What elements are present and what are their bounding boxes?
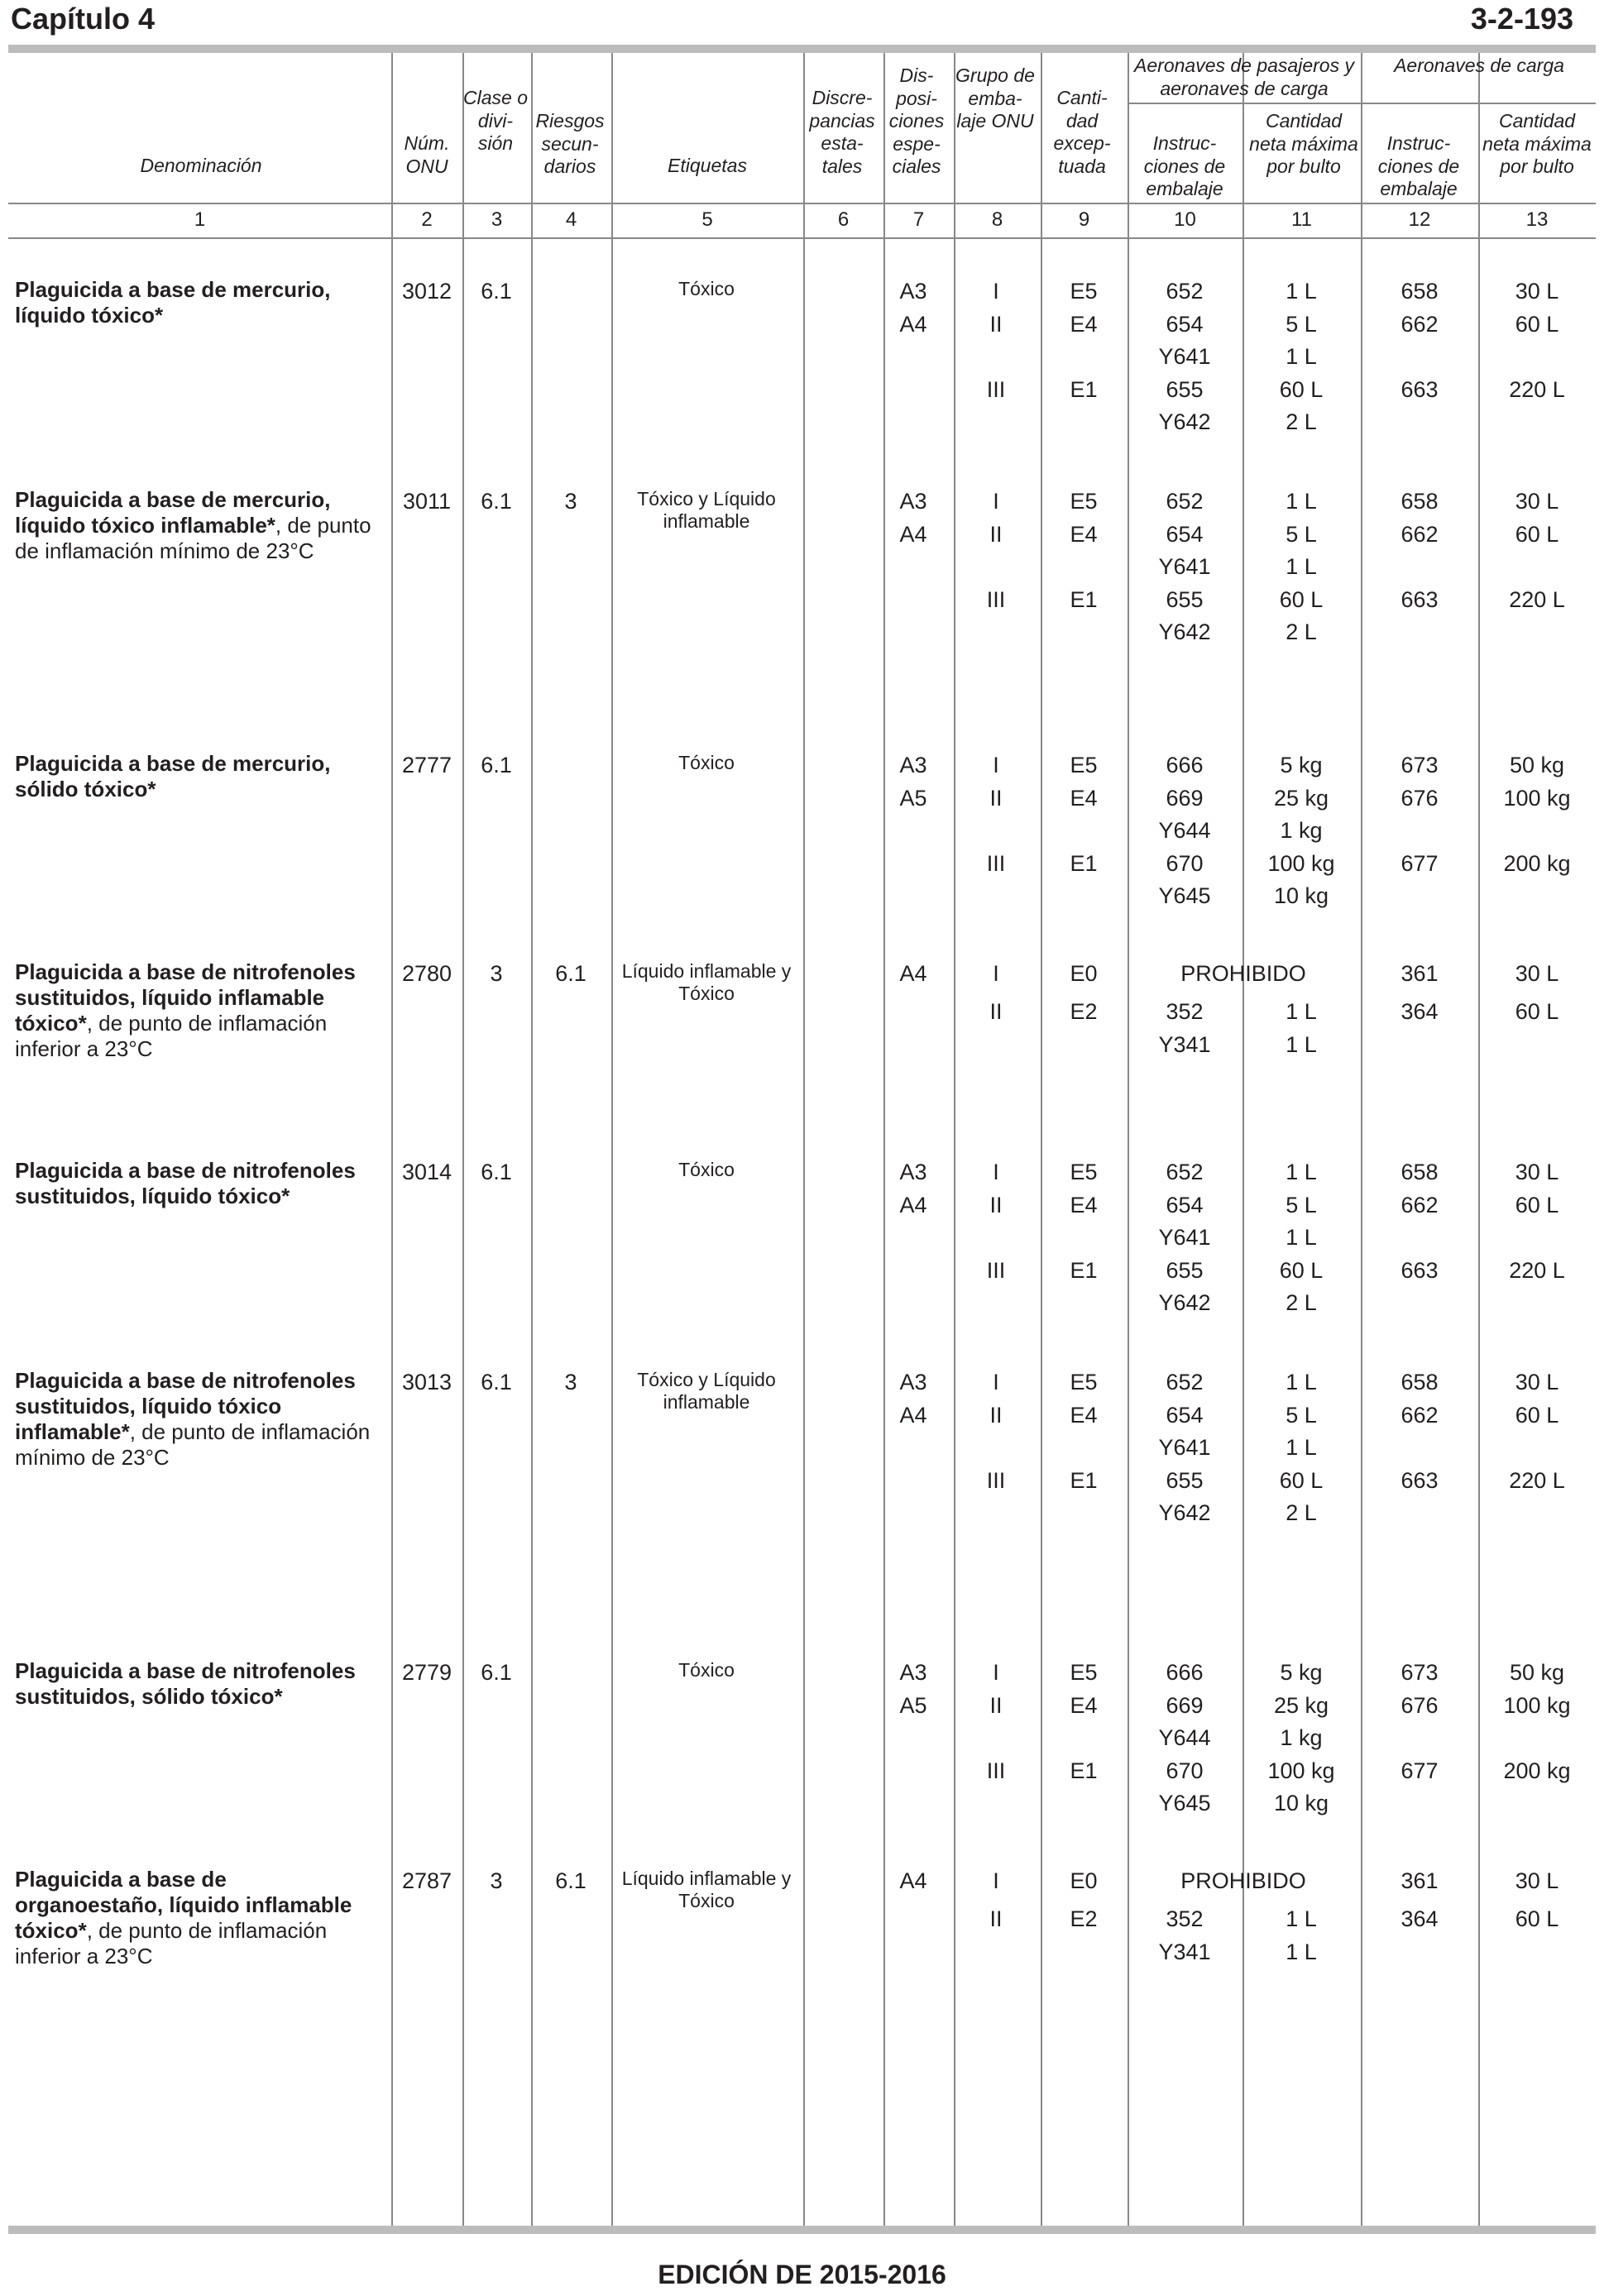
passenger-max-quantity: 2 L [1286,1500,1317,1525]
class-division: 3 [490,1868,503,1893]
cargo-packing-instruction: 361 [1401,961,1439,986]
header-disposiciones: Dis- posi- ciones espe- ciales [888,65,945,177]
excepted-quantity: E5 [1070,489,1098,514]
excepted-quantity: E5 [1070,1370,1098,1394]
column-number: 2 [421,208,433,231]
column-number: 5 [701,208,713,231]
cargo-packing-instruction: 662 [1401,1192,1439,1217]
passenger-max-quantity: 2 L [1286,619,1317,644]
page-header-number: 3-2-193 [1470,2,1573,36]
passenger-max-quantity: 25 kg [1273,1692,1329,1718]
passenger-max-quantity: 2 L [1286,1290,1317,1315]
passenger-max-quantity: 60 L [1279,376,1324,402]
passenger-max-quantity: 1 kg [1280,818,1323,843]
column-number: 7 [912,208,925,231]
cargo-packing-instruction: 673 [1401,753,1439,777]
excepted-quantity: E4 [1070,311,1098,337]
column-divider [531,53,533,2226]
passenger-packing-instruction: Y641 [1158,344,1211,369]
passenger-max-quantity: 100 kg [1267,850,1335,876]
column-number: 10 [1174,208,1196,231]
header-discrepancias: Discre- pancias esta- tales [809,87,875,177]
packing-group: III [986,850,1006,876]
passenger-max-quantity: 5 L [1286,311,1317,337]
passenger-max-quantity: 10 kg [1273,883,1329,908]
cargo-max-quantity: 30 L [1515,1370,1559,1394]
header-group-pasajeros: Aeronaves de pasajeros y aeronaves de carga [1134,55,1354,99]
forbidden-text: PROHIBIDO [1180,1868,1306,1893]
class-division: 6.1 [481,279,512,304]
cargo-packing-instruction: 677 [1401,850,1439,876]
cargo-packing-instruction: 677 [1401,1758,1439,1783]
excepted-quantity: E5 [1070,1160,1098,1184]
cargo-max-quantity: 30 L [1515,489,1559,514]
un-number: 3011 [402,489,452,514]
passenger-packing-instruction: 654 [1166,1402,1204,1428]
passenger-max-quantity: 1 L [1286,1435,1317,1460]
cargo-max-quantity: 220 L [1509,1467,1565,1493]
excepted-quantity: E1 [1070,1467,1098,1493]
column-divider [391,53,393,2226]
cargo-packing-instruction: 662 [1401,311,1439,337]
entry-name: Plaguicida a base de mercurio, líquido tóxico inflamable*, de punto de inflamación mínimo de 23°C [15,487,371,563]
cargo-packing-instruction: 658 [1401,1160,1439,1184]
passenger-packing-instruction: Y641 [1158,554,1211,579]
header-cantidad-carga: Cantidad neta máxima por bulto [1482,110,1592,177]
class-division: 6.1 [481,1660,512,1685]
label-text: Tóxico [678,278,735,299]
packing-group: I [993,1370,999,1394]
subsidiary-risk: 6.1 [555,1868,587,1893]
passenger-packing-instruction: 352 [1166,999,1204,1024]
excepted-quantity: E4 [1070,785,1098,811]
column-divider [1478,53,1480,2226]
cargo-packing-instruction: 676 [1401,785,1439,811]
packing-group: I [993,961,999,986]
cargo-packing-instruction: 673 [1401,1660,1439,1685]
cargo-packing-instruction: 663 [1401,586,1439,612]
cargo-max-quantity: 60 L [1515,311,1559,337]
special-provision: A4 [899,1868,927,1893]
packing-group: II [989,311,1003,337]
column-divider [1041,53,1042,2226]
cargo-packing-instruction: 662 [1401,1402,1439,1428]
group-header-rule [1128,103,1596,104]
passenger-packing-instruction: 666 [1166,753,1204,777]
cargo-max-quantity: 200 kg [1503,1758,1571,1783]
packing-group: III [986,376,1006,402]
top-rule [8,45,1596,53]
cargo-packing-instruction: 662 [1401,521,1439,547]
packing-group: III [986,586,1006,612]
passenger-packing-instruction: 669 [1166,785,1204,811]
special-provision: A4 [899,961,927,986]
un-number: 2779 [401,1660,452,1685]
passenger-max-quantity: 60 L [1279,586,1324,612]
packing-group: II [989,521,1003,547]
column-divider [1243,53,1244,2226]
packing-group: I [993,1660,999,1685]
cargo-max-quantity: 60 L [1515,1906,1559,1931]
passenger-max-quantity: 5 kg [1280,1660,1323,1685]
passenger-packing-instruction: 655 [1166,1467,1204,1493]
passenger-packing-instruction: 669 [1166,1692,1204,1718]
passenger-max-quantity: 1 L [1286,1225,1317,1250]
passenger-packing-instruction: Y645 [1158,883,1211,908]
cargo-max-quantity: 30 L [1515,1868,1559,1893]
passenger-max-quantity: 1 L [1286,344,1317,369]
excepted-quantity: E1 [1070,850,1098,876]
passenger-packing-instruction: 666 [1166,1660,1204,1685]
excepted-quantity: E2 [1070,999,1098,1024]
header-group-carga: Aeronaves de carga [1394,55,1564,76]
subsidiary-risk: 3 [564,489,577,514]
un-number: 2777 [401,753,452,777]
passenger-max-quantity: 60 L [1279,1467,1324,1493]
column-number: 8 [991,208,1003,231]
header-cantidad-pasajeros: Cantidad neta máxima por bulto [1249,110,1358,177]
column-divider [1128,53,1129,2226]
header-num-onu: Núm. ONU [404,132,450,177]
label-text: Tóxico [678,1659,735,1681]
passenger-max-quantity: 5 kg [1280,753,1323,777]
excepted-quantity: E1 [1070,586,1098,612]
excepted-quantity: E1 [1070,1758,1098,1783]
packing-group: I [993,1868,999,1893]
passenger-packing-instruction: Y341 [1158,1939,1211,1964]
page-footer-edition: EDICIÓN DE 2015-2016 [658,2260,946,2289]
header-etiquetas: Etiquetas [668,155,747,176]
special-provision: A4 [899,311,927,337]
packing-group: II [989,1692,1003,1718]
passenger-max-quantity: 1 L [1286,1031,1317,1057]
passenger-max-quantity: 1 L [1286,999,1317,1024]
label-text: Tóxico y Líquido inflamable [637,1369,776,1413]
excepted-quantity: E4 [1070,521,1098,547]
passenger-max-quantity: 1 L [1286,1370,1317,1394]
entry-name: Plaguicida a base de nitrofenoles sustituidos, líquido tóxico* [15,1158,356,1208]
cargo-max-quantity: 220 L [1509,586,1565,612]
packing-group: II [989,1906,1003,1931]
entry-name: Plaguicida a base de organoestaño, líquido inflamable tóxico*, de punto de inflamación inferior a 23°C [15,1867,352,1968]
cargo-packing-instruction: 658 [1401,1370,1439,1394]
passenger-max-quantity: 1 L [1286,554,1317,579]
column-number: 6 [837,208,850,231]
passenger-packing-instruction: 652 [1166,1160,1204,1184]
column-number: 13 [1525,208,1549,231]
column-number-rule [8,237,1596,239]
passenger-packing-instruction: Y644 [1158,818,1211,843]
column-divider [954,53,955,2226]
passenger-packing-instruction: 652 [1166,279,1204,304]
cargo-max-quantity: 30 L [1515,961,1559,986]
packing-group: II [989,1192,1003,1217]
excepted-quantity: E0 [1070,961,1098,986]
passenger-packing-instruction: 655 [1166,586,1204,612]
header-instrucciones-pasajeros: Instruc- ciones de embalaje [1143,132,1226,199]
special-provision: A3 [899,1160,927,1184]
packing-group: III [986,1257,1006,1283]
passenger-max-quantity: 2 L [1286,409,1317,434]
passenger-max-quantity: 100 kg [1267,1758,1335,1783]
column-number: 4 [565,208,577,231]
page-header-chapter: Capítulo 4 [11,2,156,36]
label-text: Tóxico y Líquido inflamable [637,488,776,532]
class-division: 6.1 [481,489,512,514]
excepted-quantity: E1 [1070,376,1098,402]
un-number: 2787 [401,1868,452,1893]
column-divider [883,53,885,2226]
forbidden-text: PROHIBIDO [1180,961,1306,986]
cargo-max-quantity: 50 kg [1509,753,1565,777]
cargo-max-quantity: 200 kg [1503,850,1571,876]
cargo-packing-instruction: 361 [1401,1868,1439,1893]
special-provision: A3 [899,279,927,304]
passenger-max-quantity: 60 L [1279,1257,1324,1283]
column-number: 3 [491,208,503,231]
passenger-packing-instruction: 655 [1166,376,1204,402]
passenger-packing-instruction: 670 [1166,850,1204,876]
column-number: 9 [1078,208,1090,231]
special-provision: A3 [899,1370,927,1394]
special-provision: A5 [899,1692,927,1718]
special-provision: A4 [899,1402,927,1428]
special-provision: A4 [899,1192,927,1217]
passenger-packing-instruction: Y642 [1158,409,1211,434]
special-provision: A3 [899,753,927,777]
class-division: 3 [490,961,503,986]
passenger-packing-instruction: 654 [1166,1192,1204,1217]
passenger-max-quantity: 5 L [1286,1402,1317,1428]
passenger-packing-instruction: Y341 [1158,1031,1211,1057]
passenger-packing-instruction: Y641 [1158,1435,1211,1460]
cargo-max-quantity: 220 L [1509,1257,1565,1283]
packing-group: II [989,785,1003,811]
cargo-max-quantity: 100 kg [1503,785,1571,811]
excepted-quantity: E4 [1070,1692,1098,1718]
packing-group: I [993,753,999,777]
column-divider [462,53,464,2226]
passenger-packing-instruction: 654 [1166,311,1204,337]
cargo-packing-instruction: 676 [1401,1692,1439,1718]
un-number: 3014 [401,1160,452,1184]
passenger-packing-instruction: Y642 [1158,619,1211,644]
cargo-max-quantity: 220 L [1509,376,1565,402]
cargo-max-quantity: 60 L [1515,1402,1559,1428]
entry-name: Plaguicida a base de mercurio, sólido tóxico* [15,751,331,801]
entry-name: Plaguicida a base de nitrofenoles sustituidos, líquido inflamable tóxico*, de punto de inflamación inferior a 23°C [15,959,356,1061]
column-divider [1361,53,1362,2226]
passenger-max-quantity: 1 L [1286,1160,1317,1184]
subsidiary-risk: 6.1 [555,961,587,986]
excepted-quantity: E1 [1070,1257,1098,1283]
passenger-packing-instruction: Y645 [1158,1791,1211,1815]
excepted-quantity: E2 [1070,1906,1098,1931]
class-division: 6.1 [481,1160,512,1184]
packing-group: III [986,1467,1006,1493]
header-denominacion: Denominación [140,155,262,176]
passenger-packing-instruction: 670 [1166,1758,1204,1783]
un-number: 3012 [401,279,452,304]
cargo-max-quantity: 60 L [1515,999,1559,1024]
excepted-quantity: E5 [1070,1660,1098,1685]
packing-group: II [989,999,1003,1024]
passenger-packing-instruction: Y641 [1158,1225,1211,1250]
un-number: 2780 [401,961,452,986]
special-provision: A3 [899,1660,927,1685]
cargo-max-quantity: 30 L [1515,1160,1559,1184]
label-text: Tóxico [678,1159,735,1180]
passenger-packing-instruction: 654 [1166,521,1204,547]
entry-name: Plaguicida a base de mercurio, líquido tóxico* [15,277,331,328]
passenger-max-quantity: 5 L [1286,1192,1317,1217]
subsidiary-risk: 3 [564,1370,577,1394]
label-text: Líquido inflamable y Tóxico [621,960,792,1004]
excepted-quantity: E0 [1070,1868,1098,1893]
label-text: Líquido inflamable y Tóxico [621,1868,792,1911]
header-clase: Clase o divi- sión [463,87,528,154]
passenger-packing-instruction: 652 [1166,1370,1204,1394]
passenger-max-quantity: 1 L [1286,1906,1317,1931]
cargo-packing-instruction: 663 [1401,1467,1439,1493]
bottom-rule [8,2226,1596,2234]
passenger-max-quantity: 1 L [1286,1939,1317,1964]
cargo-max-quantity: 60 L [1515,521,1559,547]
passenger-packing-instruction: 652 [1166,489,1204,514]
label-text: Tóxico [678,752,735,773]
passenger-packing-instruction: Y644 [1158,1725,1211,1750]
cargo-packing-instruction: 663 [1401,1257,1439,1283]
cargo-max-quantity: 50 kg [1509,1660,1565,1685]
special-provision: A4 [899,521,927,547]
excepted-quantity: E5 [1070,753,1098,777]
cargo-max-quantity: 100 kg [1503,1692,1571,1718]
header-rule [8,203,1596,204]
passenger-packing-instruction: 352 [1166,1906,1204,1931]
packing-group: I [993,279,999,304]
header-cantidad-exceptuada: Canti- dad excep- tuada [1053,87,1111,177]
entry-name: Plaguicida a base de nitrofenoles sustituidos, sólido tóxico* [15,1658,356,1709]
excepted-quantity: E4 [1070,1192,1098,1217]
passenger-max-quantity: 25 kg [1273,785,1329,811]
passenger-max-quantity: 10 kg [1273,1791,1329,1815]
class-division: 6.1 [481,1370,512,1394]
cargo-packing-instruction: 658 [1401,489,1439,514]
packing-group: I [993,489,999,514]
cargo-packing-instruction: 364 [1401,1906,1439,1931]
header-grupo: Grupo de emba- laje ONU [955,65,1035,132]
passenger-max-quantity: 1 kg [1280,1725,1323,1750]
passenger-packing-instruction: Y642 [1158,1290,1211,1315]
column-number: 12 [1408,208,1431,231]
un-number: 3013 [401,1370,452,1394]
header-riesgos: Riesgos secun- darios [535,110,605,177]
entry-name: Plaguicida a base de nitrofenoles sustituidos, líquido tóxico inflamable*, de punto de inflamación mínimo de 23°C [15,1368,371,1470]
cargo-packing-instruction: 663 [1401,376,1439,402]
class-division: 6.1 [481,753,512,777]
passenger-max-quantity: 1 L [1286,279,1317,304]
cargo-max-quantity: 60 L [1515,1192,1559,1217]
header-instrucciones-carga: Instruc- ciones de embalaje [1377,132,1460,199]
packing-group: I [993,1160,999,1184]
passenger-max-quantity: 1 L [1286,489,1317,514]
excepted-quantity: E4 [1070,1402,1098,1428]
packing-group: III [986,1758,1006,1783]
passenger-max-quantity: 5 L [1286,521,1317,547]
cargo-packing-instruction: 658 [1401,279,1439,304]
column-number: 1 [194,208,206,231]
passenger-packing-instruction: 655 [1166,1257,1204,1283]
special-provision: A5 [899,785,927,811]
special-provision: A3 [899,489,927,514]
column-number: 11 [1291,208,1312,231]
packing-group: II [989,1402,1003,1428]
cargo-max-quantity: 30 L [1515,279,1559,304]
excepted-quantity: E5 [1070,279,1098,304]
cargo-packing-instruction: 364 [1401,999,1439,1024]
passenger-packing-instruction: Y642 [1158,1500,1211,1525]
